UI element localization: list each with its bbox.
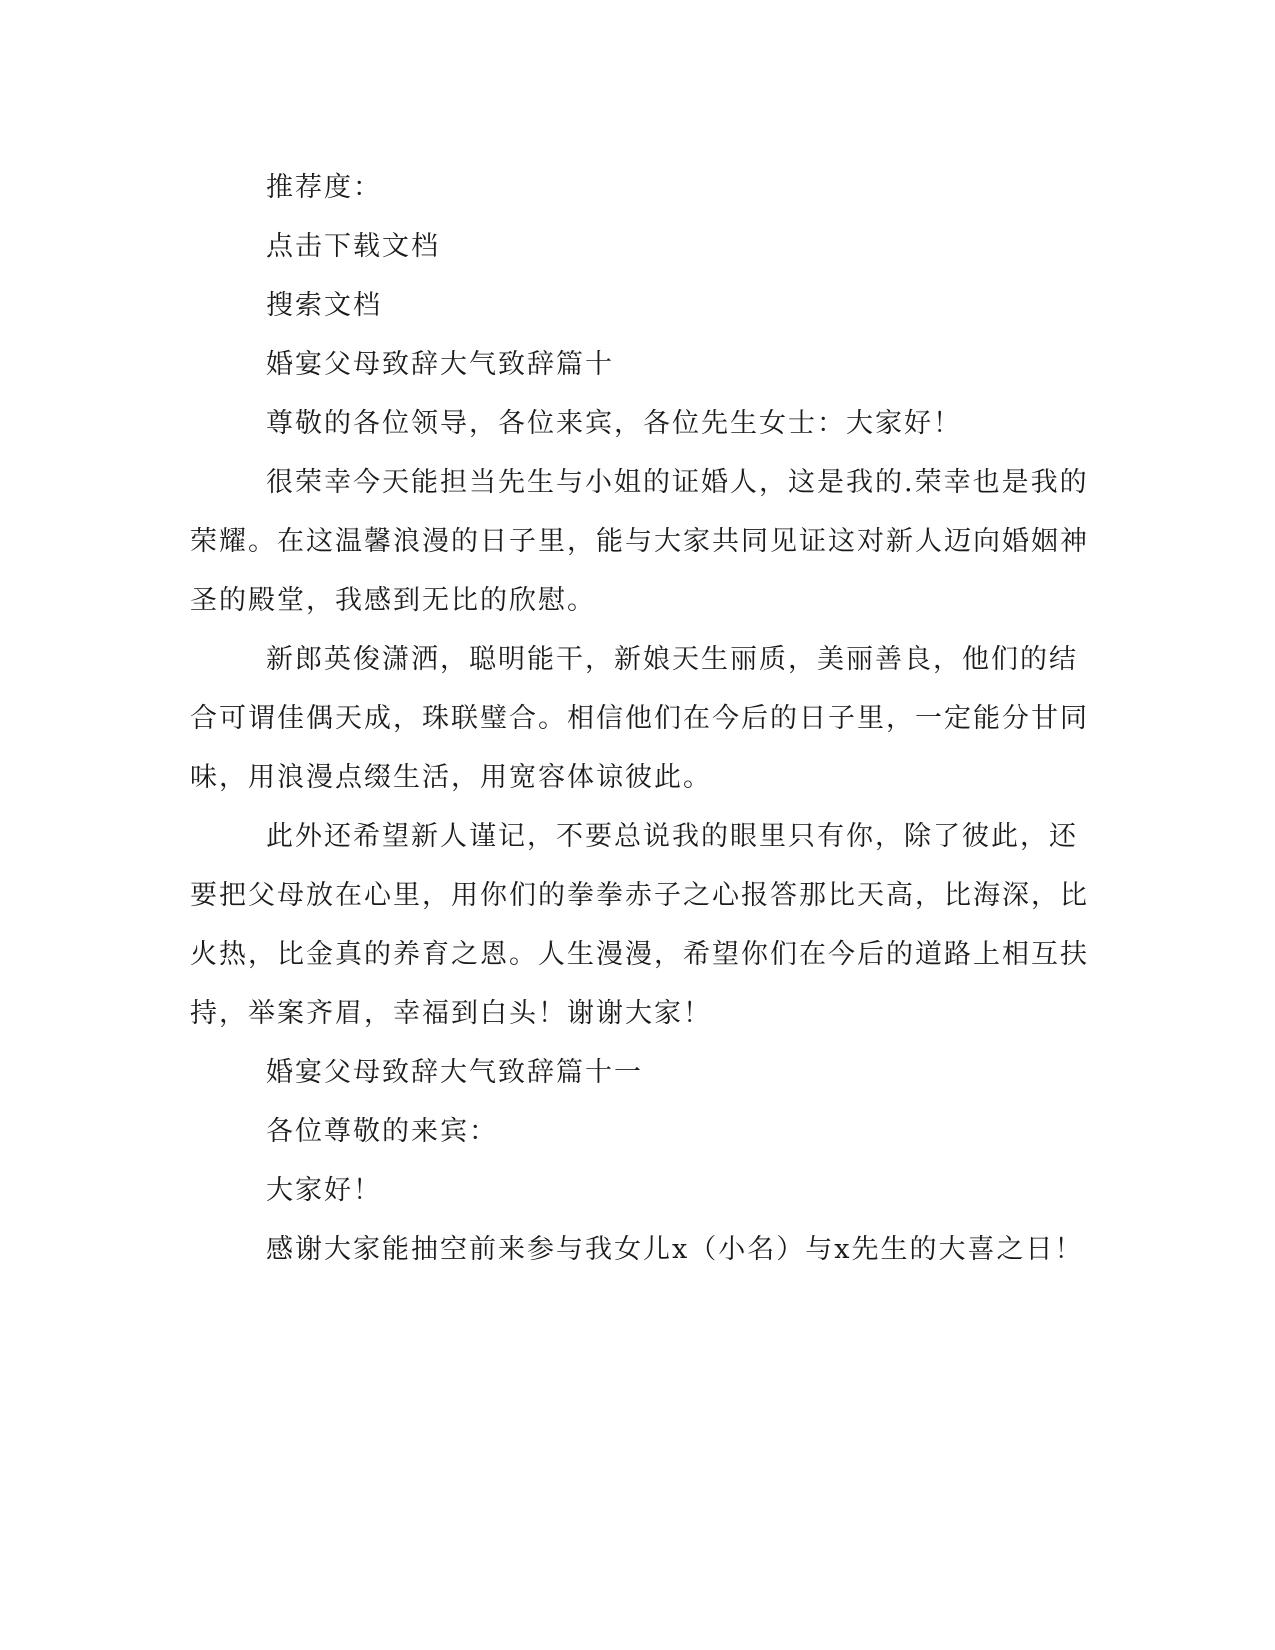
section-heading-10: 婚宴父母致辞大气致辞篇十	[266, 349, 614, 380]
search-document-link[interactable]: 搜索文档	[266, 290, 382, 321]
section-heading-11: 婚宴父母致辞大气致辞篇十一	[266, 1057, 643, 1088]
greeting-paragraph: 尊敬的各位领导，各位来宾，各位先生女士：大家好！	[266, 408, 962, 439]
greeting-paragraph: 大家好！	[266, 1175, 382, 1206]
document-body	[190, 158, 1090, 1279]
body-paragraph: 感谢大家能抽空前来参与我女儿x（小名）与x先生的大喜之日！	[266, 1234, 1084, 1265]
salutation-paragraph: 各位尊敬的来宾：	[266, 1116, 498, 1147]
recommendation-label: 推荐度：	[266, 172, 382, 203]
download-document-link[interactable]: 点击下载文档	[266, 231, 440, 262]
body-paragraph: 很荣幸今天能担当先生与小姐的证婚人，这是我的.荣幸也是我的荣耀。在这温馨浪漫的日子里，能与大家共同见证这对新人迈向婚姻神圣的殿堂，我感到无比的欣慰。	[190, 467, 1089, 616]
body-paragraph: 此外还希望新人谨记，不要总说我的眼里只有你，除了彼此，还要把父母放在心里，用你们的拳拳赤子之心报答那比天高，比海深，比火热，比金真的养育之恩。人生漫漫，希望你们在今后的道路上相互扶持，举案齐眉，幸福到白头！谢谢大家！	[190, 821, 1089, 1029]
body-paragraph: 新郎英俊潇洒，聪明能干，新娘天生丽质，美丽善良，他们的结合可谓佳偶天成，珠联璧合。相信他们在今后的日子里，一定能分甘同味，用浪漫点缀生活，用宽容体谅彼此。	[190, 644, 1089, 793]
